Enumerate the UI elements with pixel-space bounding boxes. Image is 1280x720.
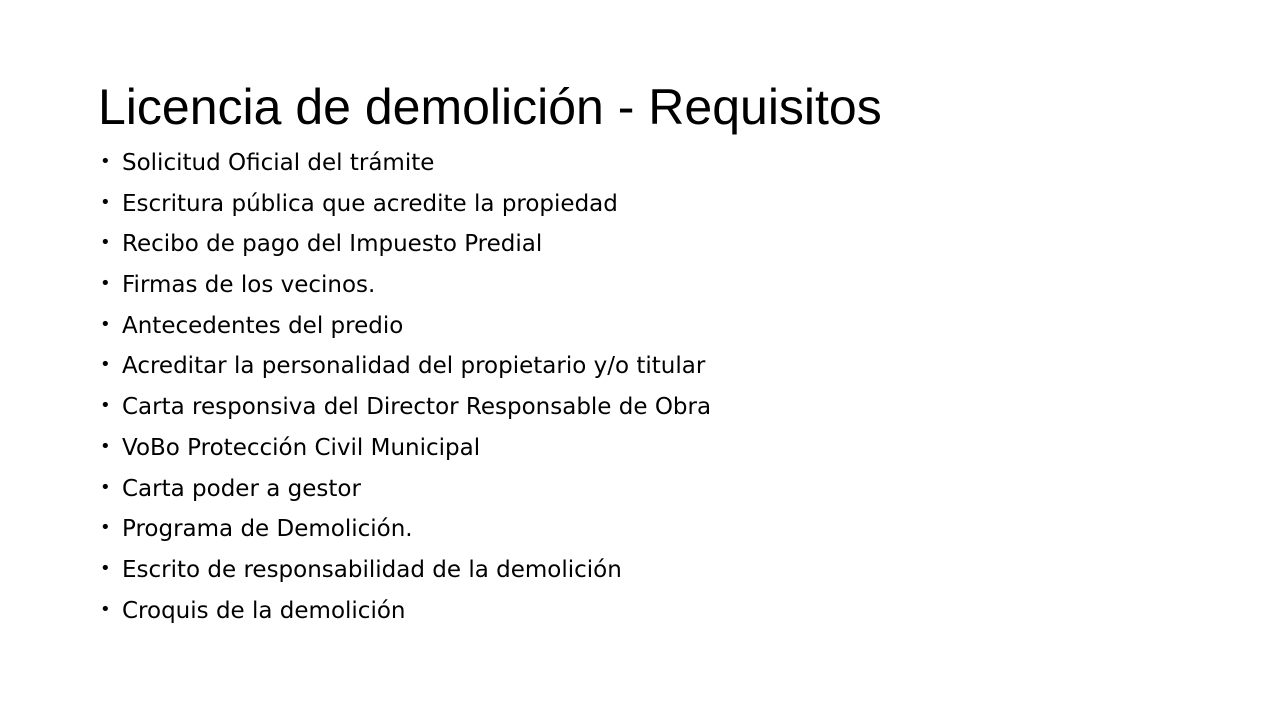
bullet-icon: • <box>100 517 111 539</box>
bullet-icon: • <box>100 273 111 295</box>
list-item <box>100 184 711 225</box>
list-item-text: Escritura pública que acredite la propiedad <box>122 190 618 217</box>
bullet-icon: • <box>100 191 111 213</box>
list-item-text: Antecedentes del predio <box>122 312 404 339</box>
list-item <box>100 143 711 184</box>
list-item-text: Carta responsiva del Director Responsable de Obra <box>122 394 712 421</box>
list-item-text: VoBo Protección Civil Municipal <box>122 434 481 461</box>
list-item-text: Solicitud Oficial del trámite <box>122 150 435 176</box>
list-item <box>100 306 711 347</box>
bullet-icon: • <box>100 151 111 172</box>
list-item <box>100 469 711 510</box>
list-item-text: Escrito de responsabilidad de la demolición <box>122 556 622 583</box>
list-item-text: Acreditar la personalidad del propietario y/o titular <box>122 353 706 380</box>
list-item-text: Croquis de la demolición <box>122 597 406 624</box>
list-item-text: Firmas de los vecinos. <box>122 272 376 299</box>
list-item-text: Carta poder a gestor <box>122 475 361 502</box>
list-item-text: Programa de Demolición. <box>122 516 413 543</box>
bullet-icon: • <box>100 354 111 376</box>
slide-title: Licencia de demolición - Requisitos <box>98 79 882 135</box>
list-item <box>100 224 711 265</box>
list-item <box>100 428 711 469</box>
bullet-icon: • <box>100 435 111 457</box>
list-item <box>100 265 711 306</box>
bullet-icon: • <box>100 232 111 254</box>
bullet-icon: • <box>100 598 111 620</box>
bullet-icon: • <box>100 557 111 579</box>
list-item <box>100 550 711 591</box>
list-item <box>100 387 711 428</box>
bullet-icon: • <box>100 313 111 335</box>
bullet-icon: • <box>100 476 111 498</box>
bullet-icon: • <box>100 395 111 417</box>
list-item <box>100 591 711 632</box>
list-item-text: Recibo de pago del Impuesto Predial <box>122 231 543 258</box>
list-item <box>100 346 711 387</box>
list-item <box>100 509 711 550</box>
requirements-list <box>100 143 711 631</box>
